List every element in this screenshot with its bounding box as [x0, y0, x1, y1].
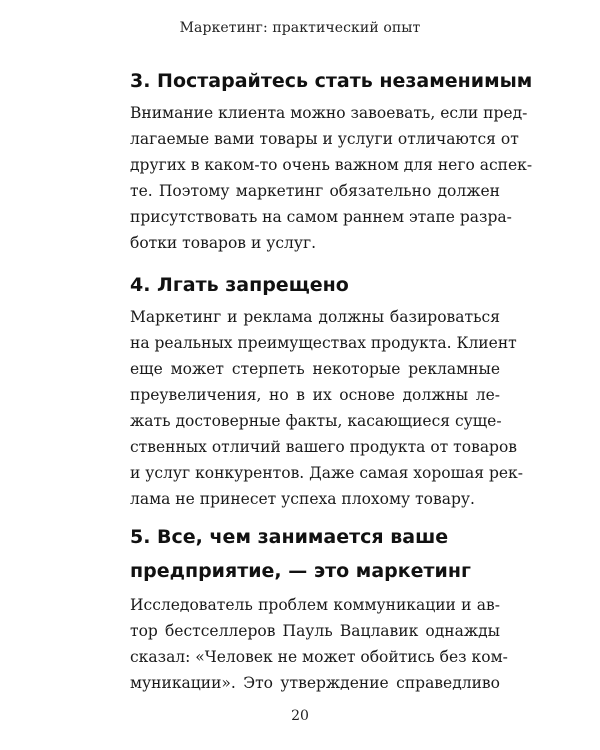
- text-line: тор бестселлеров Пауль Вацлавик однажды: [130, 622, 500, 640]
- text-line: Внимание клиента можно завоевать, если пред-: [130, 104, 528, 122]
- section-4-paragraph: [130, 304, 523, 512]
- text-line: преувеличения, но в их основе должны ле-: [130, 386, 500, 404]
- text-line: сказал: «Человек не может обойтись без ком-: [130, 648, 508, 666]
- text-line: на реальных преимуществах продукта. Клиент: [130, 334, 517, 352]
- text-line: ботки товаров и услуг.: [130, 234, 317, 252]
- heading-line: 5. Все, чем занимается ваше: [130, 526, 449, 548]
- text-line: других в каком-то очень важном для него аспек-: [130, 156, 533, 174]
- page-number: 20: [291, 708, 309, 724]
- text-line: еще может стерпеть некоторые рекламные: [130, 360, 500, 378]
- heading-line: 3. Постарайтесь стать незаменимым: [130, 70, 533, 92]
- running-header: Маркетинг: практический опыт: [179, 20, 421, 36]
- section-3-heading: [130, 64, 533, 98]
- section-5-paragraph: [130, 592, 508, 696]
- heading-line: предприятие, — это маркетинг: [130, 560, 471, 582]
- heading-line: 4. Лгать запрещено: [130, 274, 349, 296]
- text-line: те. Поэтому маркетинг обязательно должен: [130, 182, 500, 200]
- text-line: и услуг конкурентов. Даже самая хорошая рек-: [130, 464, 523, 482]
- text-line: ственных отличий вашего продукта от товаров: [130, 438, 518, 456]
- text-line: присутствовать на самом раннем этапе разра-: [130, 208, 512, 226]
- section-4-heading: [130, 268, 510, 302]
- text-line: лагаемые вами товары и услуги отличаются от: [130, 130, 519, 148]
- section-5-heading: [130, 520, 510, 588]
- text-line: Исследователь проблем коммуникации и ав-: [130, 596, 500, 614]
- text-line: Маркетинг и реклама должны базироваться: [130, 308, 500, 326]
- text-line: муникации». Это утверждение справедливо: [130, 674, 500, 692]
- text-line: лама не принесет успеха плохому товару.: [130, 490, 475, 508]
- section-3-paragraph: [130, 100, 533, 256]
- text-line: жать достоверные факты, касающиеся суще-: [130, 412, 502, 430]
